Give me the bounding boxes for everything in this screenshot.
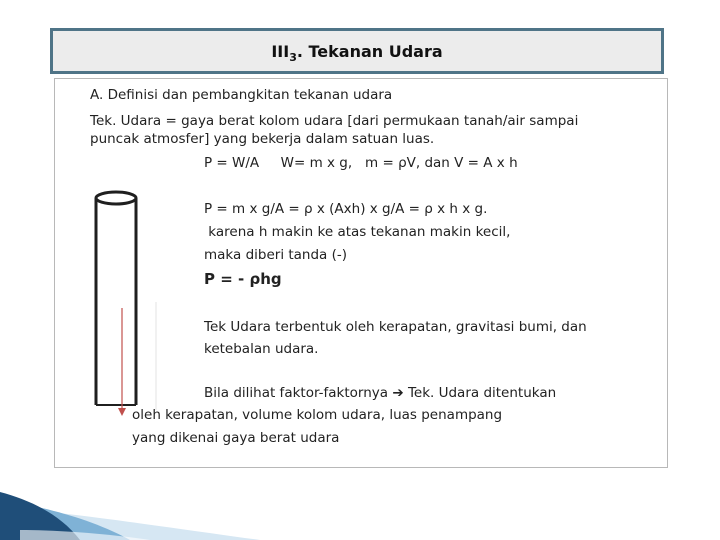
right-arrow-icon: ➔ (392, 385, 404, 401)
section-heading: A. Definisi dan pembangkitan tekanan udara (90, 87, 393, 103)
final-formula: P = - ρhg (204, 270, 282, 288)
cylinder-shape (96, 192, 136, 405)
definition-line-2: puncak atmosfer] yang bekerja dalam satuan luas. (90, 131, 435, 147)
conclusion-line-1: Bila dilihat faktor-faktornya ➔ Tek. Udara ditentukan (204, 385, 557, 401)
title-bar (50, 28, 664, 74)
corner-swoosh-decoration (0, 450, 260, 540)
slide-title: $III_3$. Tekanan Udara (271, 42, 443, 65)
explain-line-2: maka diberi tanda (-) (204, 247, 348, 263)
factors-line-2: ketebalan udara. (204, 341, 319, 357)
conclusion-line-2: oleh kerapatan, volume kolom udara, luas penampang (132, 407, 503, 423)
basic-formula: P = W/A W= m x g, m = ρV, dan V = A x h (204, 155, 518, 171)
air-column-illustration (88, 190, 168, 420)
factors-line-1: Tek Udara terbentuk oleh kerapatan, gravitasi bumi, dan (204, 319, 587, 335)
explain-line-1: karena h makin ke atas tekanan makin kecil, (204, 224, 511, 240)
height-arrow-head (118, 408, 126, 416)
conclusion-line-3: yang dikenai gaya berat udara (132, 430, 340, 446)
derived-formula: P = m x g/A = ρ x (Axh) x g/A = ρ x h x g. (204, 201, 488, 217)
definition-line-1: Tek. Udara = gaya berat kolom udara [dari permukaan tanah/air sampai (90, 113, 579, 129)
